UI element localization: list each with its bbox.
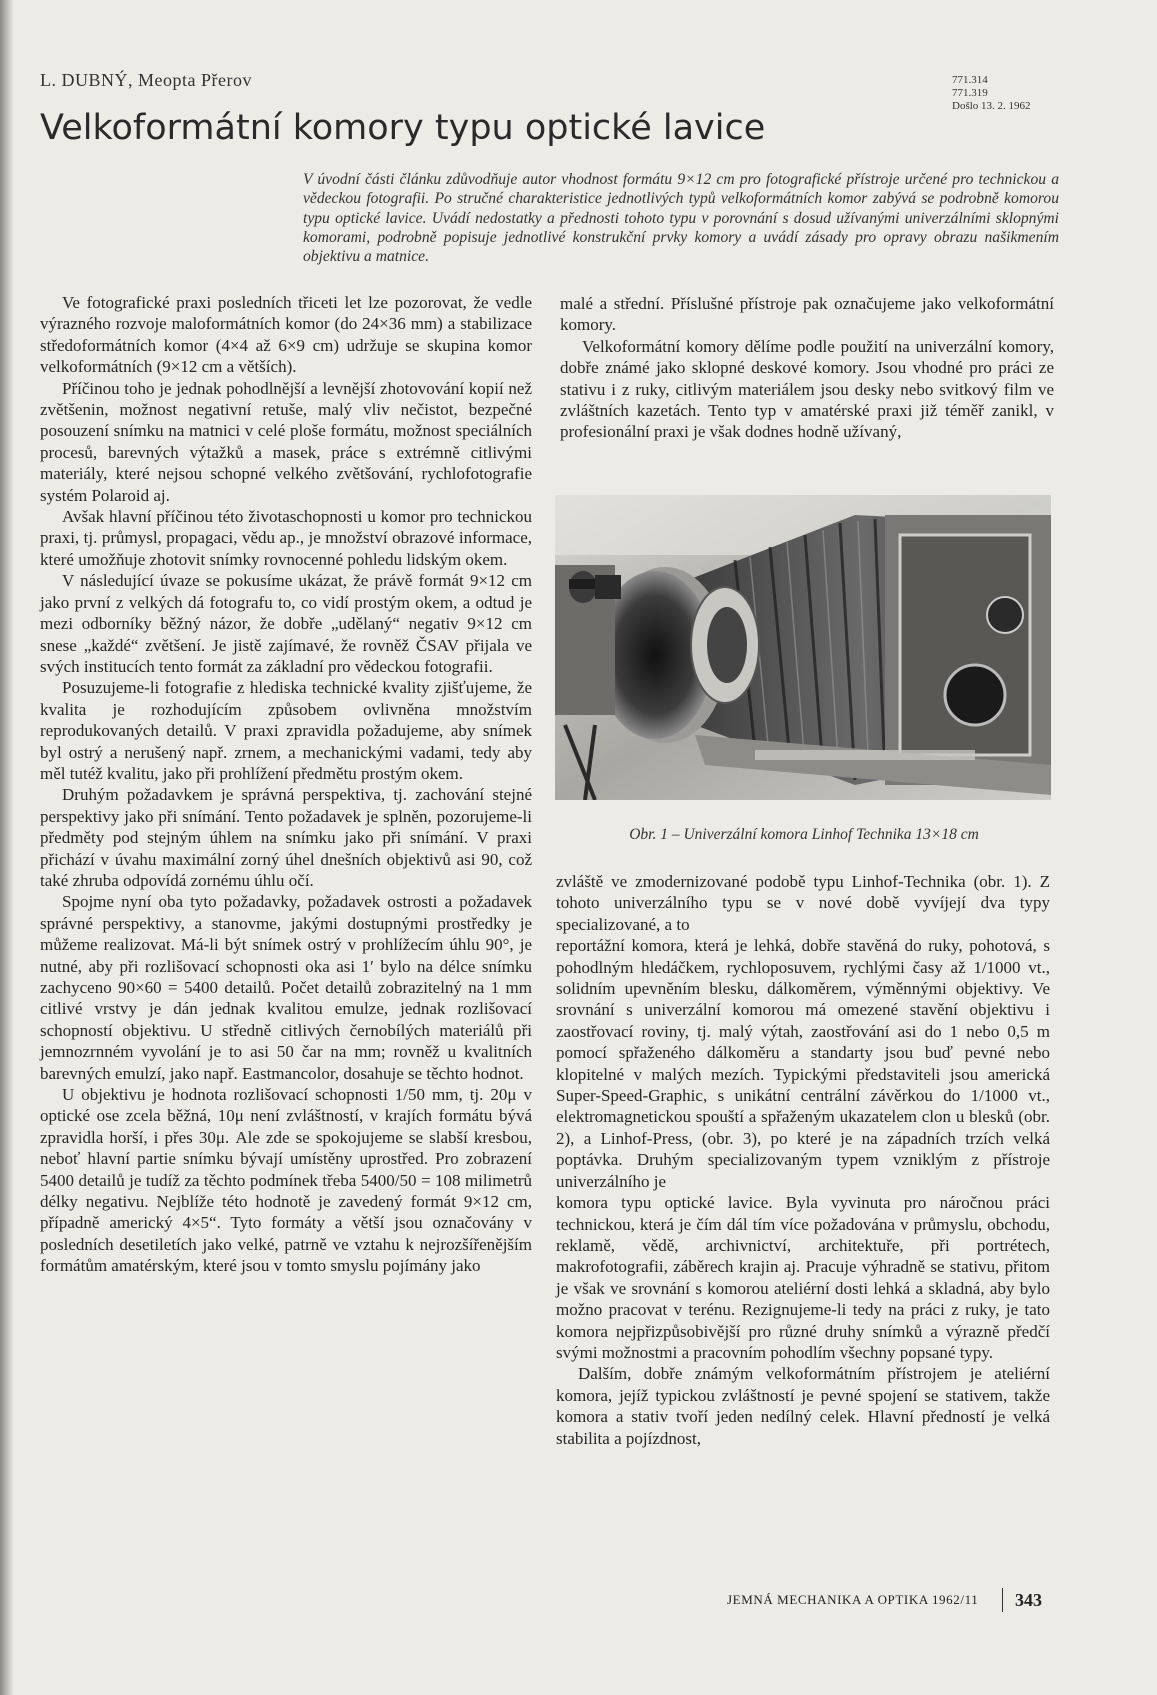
received-date: Došlo 13. 2. 1962	[952, 100, 1031, 112]
paragraph: Posuzujeme-li fotografie z hlediska technické kvality zjišťujeme, že kvalita je rozhodujícím způsobem ovlivněna množstvím reprodukovaných detailů. V praxi zpravidla požadujeme, aby snímek byl ostrý a nerušený např. zrnem, a mechanickými vadami, tedy aby měl tutéž kvalitu, jako při prohlížení předmětu prostým okem.	[40, 678, 532, 783]
paragraph-reportazni-komora: reportážní komora, která je lehká, dobře stavěná do ruky, pohotová, s pohodlným hledáčkem, rychloposuvem, rychlými časy až 1/1000 vt., solidním upevněním blesku, dálkoměrem, výměnnými objektivy. Ve srovnání s univerzální komorou má omezené stavění objektivu i zaostřovací roviny, tj. malý výtah, zaostřování asi do 1 nebo 0,5 m pomocí spřaženého dálkoměru a standarty jsou buď pevné nebo klopitelné v malých mezích. Typickými představiteli jsou americká Super-Speed-Graphic, s unikátní centrální závěrkou do 1/1000 vt., elektromagnetickou spouští a spřaženým ukazatelem clon u blesků (obr. 2), a Linhof-Press, (obr. 3), po které je na západních trzích velká poptávka. Druhým specializovaným typem vzniklým z přístroje univerzálního je	[556, 936, 1050, 1191]
paragraph: malé a střední. Příslušné přístroje pak označujeme jako velkoformátní komory.	[560, 294, 1054, 335]
page-number: 343	[1015, 1590, 1042, 1610]
paragraph-atelierni-komora: Dalším, dobře známým velkoformátním přístrojem je ateliérní komora, jejíž typickou zvláštností je pevné spojení se stativem, takže komora a stativ tvoří jeden nedílný celek. Hlavní předností je velká stabilita a pojízdnost,	[556, 1364, 1050, 1448]
paragraph-opticka-lavice: komora typu optické lavice. Byla vyvinuta pro náročnou práci technickou, která je čím dál tím více požadována v průmyslu, obchodu, reklamě, vědě, archivnictví, architektuře, při portrétech, makrofotografii, záběrech krajin aj. Pracuje výhradně se stativu, přitom je však ve srovnání s komorou ateliérní dosti lehká a skladná, aby bylo možno pracovat v terénu. Rezignujeme-li tedy na práci z ruky, je tato komora nejpřizpůsobivější pro různé druhy snímků a výrazně předčí svými možnostmi a pracovním pohodlím všechny popsané typy.	[556, 1193, 1050, 1362]
paragraph: Ve fotografické praxi posledních třiceti let lze pozorovat, že vedle výrazného rozvoje maloformátních komor (do 24×36 mm) a stabilizace středoformátních komor (4×4 až 6×9 cm) udržuje se skupina komor velkoformátních (9×12 cm a větších).	[40, 293, 532, 377]
footer-divider	[1002, 1588, 1003, 1612]
abstract: V úvodní části článku zdůvodňuje autor vhodnost formátu 9×12 cm pro fotografické přístroje určené pro technickou a vědeckou fotografii. Po stručné charakteristice jednotlivých typů velkoformátních komor zabývá se podrobně komorou typu optické lavice. Uvádí nedostatky a přednosti tohoto typu v porovnání s dosud užívanými univerzálními sklopnými komorami, podrobně popisuje jednotlivé konstrukční prvky komory a uvádí zásady pro opravy obrazu našikmením objektivu a matnice.	[303, 171, 1059, 266]
figure-caption: Obr. 1 – Univerzální komora Linhof Technika 13×18 cm	[629, 826, 979, 843]
classification-codes	[952, 74, 1031, 113]
camera-photo-image	[555, 495, 1051, 800]
paragraph: U objektivu je hodnota rozlišovací schopnosti 1/50 mm, tj. 20μ v optické ose zcela běžná, 10μ není zvláštností, v krajích formátu bývá zpravidla horší, i přes 30μ. Ale zde se spokojujeme se slabší kresbou, neboť hlavní partie snímku bývají umístěny uprostřed. Pro zobrazení 5400 detailů je tudíž za těchto podmínek třeba 5400/50 = 108 milimetrů délky negativu. Nejblíže této hodnotě je zavedený formát 9×12 cm, případně americký 4×5“. Tyto formáty a větší jsou označovány v posledních desetiletích jako velké, patrně ve vztahu k nejrozšířenějším formátům amatérským, které jsou v tomto smyslu pojímány jako	[40, 1085, 532, 1276]
figure-camera-photo	[555, 495, 1051, 800]
paragraph: zvláště ve zmodernizované podobě typu Linhof-Technika (obr. 1). Z tohoto univerzálního typu se v nové době vyvíjejí dva typy specializované, a to	[556, 872, 1050, 934]
page-edge-shadow	[0, 0, 14, 1695]
paragraph: Avšak hlavní příčinou této životaschopnosti u komor pro technickou praxi, tj. průmysl, propagaci, vědu ap., je množství obrazové informace, které umožňuje zhotovit snímky rovnocenné pohledu lidským okem.	[40, 507, 532, 569]
right-column-bottom	[556, 871, 1050, 1449]
paragraph: Druhým požadavkem je správná perspektiva, tj. zachování stejné perspektivy jako při snímání. Tento požadavek je splněn, pozorujeme-li předměty pod stejným úhlem na snímku jako při snímání. V praxi přichází v úvahu maximální zorný úhel dnešních objektivů asi 90, což také zhruba odpovídá zornému úhlu očí.	[40, 785, 532, 890]
udc-code: 771.319	[952, 87, 988, 99]
paragraph: Spojme nyní oba tyto požadavky, požadavek ostrosti a požadavek správné perspektivy, a stanovme, jakými dostupnými prostředky je můžeme realizovat. Má-li být snímek ostrý v prohlížecím úhlu 90°, je nutné, aby při rozlišovací schopnosti oka asi 1′ bylo na délce snímku zachyceno 90×60 = 5400 detailů. Počet detailů zobrazitelný na 1 mm citlivé vrstvy je dán jednak kvalitou emulze, jednak rozlišovací schopností objektivu. U středně citlivých černobílých materiálů při jemnozrnném vyvolání je to asi 50 čar na mm; rovněž u kvalitních barevných emulzí, jako např. Eastmancolor, dosahuje se těchto hodnot.	[40, 892, 532, 1083]
paragraph: V následující úvaze se pokusíme ukázat, že právě formát 9×12 cm jako první z velkých dá fotografu to, co vidí prostým okem, a odtud je mezi odborníky běžný názor, že dobře „udělaný“ negativ 9×12 cm snese „každé“ zvětšení. Je jistě zajímavé, že rovněž ČSAV přijala ve svých institucích tento formát za základní pro vědeckou fotografii.	[40, 571, 532, 676]
left-column	[40, 292, 532, 1277]
udc-code: 771.314	[952, 74, 988, 86]
right-column-top	[560, 293, 1054, 443]
article-title: Velkoformátní komory typu optické lavice	[40, 108, 766, 148]
paragraph: Velkoformátní komory dělíme podle použití na univerzální komory, dobře známé jako sklopné deskové komory. Jsou vhodné pro práci ze stativu i z ruky, citlivým materiálem jsou desky nebo svitkový film ve zvláštních kazetách. Tento typ v amatérské praxi již téměř zanikl, v profesionální praxi je však dodnes hodně užívaný,	[560, 336, 1054, 442]
journal-footer: JEMNÁ MECHANIKA A OPTIKA 1962/11	[727, 1592, 979, 1607]
paragraph: Příčinou toho je jednak pohodlnější a levnější zhotovování kopií než zvětšenin, možnost negativní retuše, malý vliv nečistot, bezpečné posouzení snímku na matnici v celé ploše formátu, možnost speciálních procesů, barevných výtažků a masek, práce s extrémně citlivými materiály, které nejsou schopné velkého zvětšování, rychlofotografie systém Polaroid aj.	[40, 378, 532, 505]
author-line: L. DUBNÝ, Meopta Přerov	[40, 70, 252, 90]
